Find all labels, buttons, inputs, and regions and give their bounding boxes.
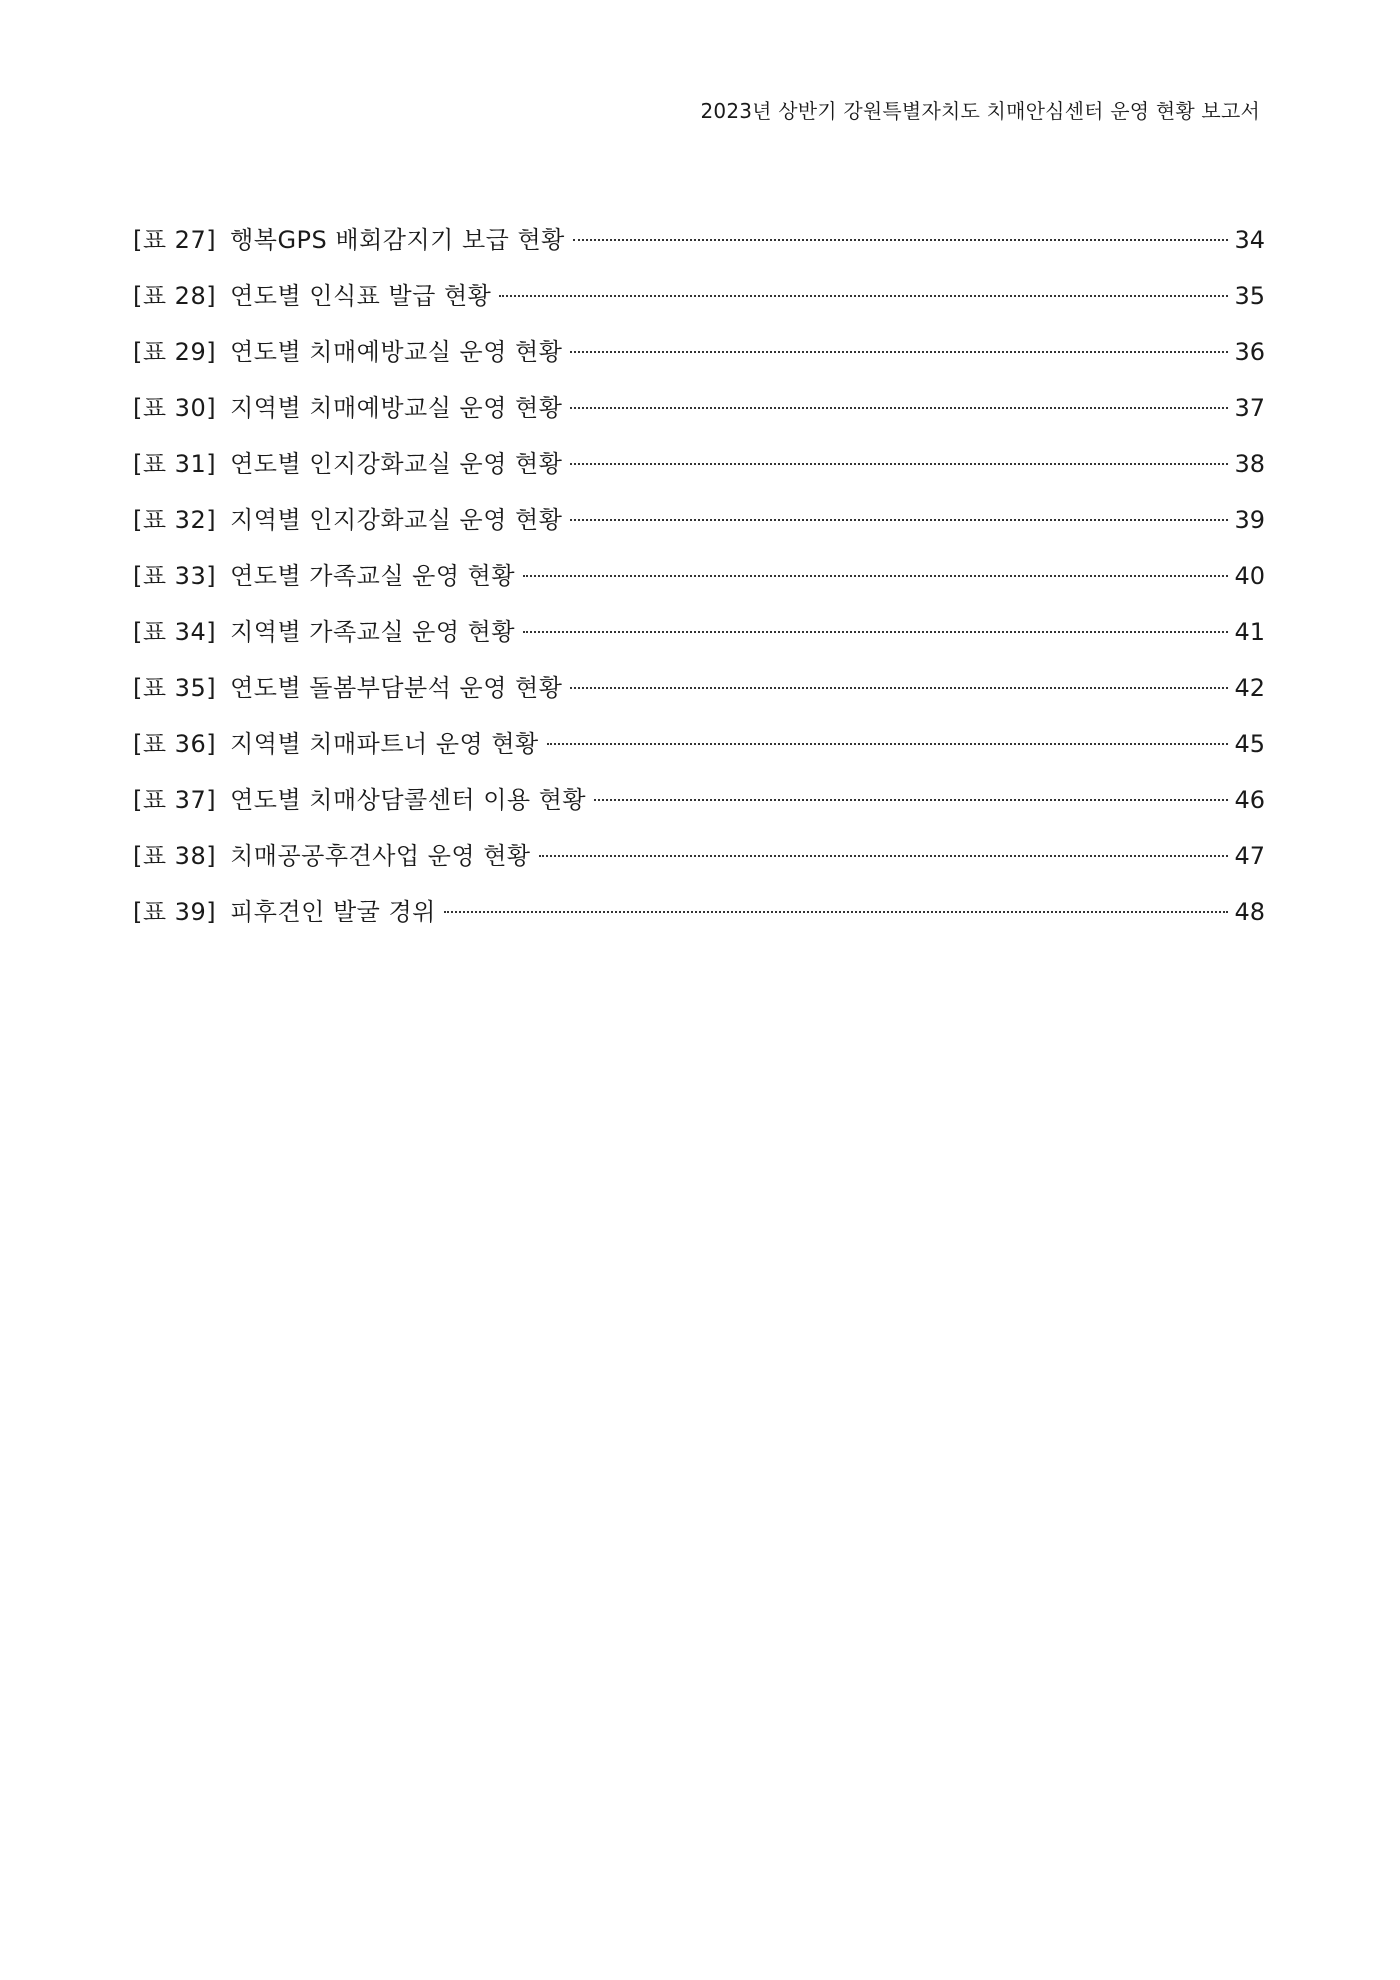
toc-entry-page: 39 bbox=[1234, 506, 1265, 534]
dot-leader bbox=[547, 743, 1229, 745]
toc-entry-title: 행복GPS 배회감지기 보급 현황 bbox=[230, 226, 565, 254]
dot-leader bbox=[523, 575, 1228, 577]
toc-entry[interactable] bbox=[133, 666, 1265, 722]
dot-leader bbox=[570, 463, 1228, 465]
dot-leader bbox=[444, 911, 1229, 913]
toc-entry[interactable] bbox=[133, 442, 1265, 498]
toc-entry-page: 47 bbox=[1234, 842, 1265, 870]
dot-leader bbox=[570, 351, 1228, 353]
toc-entry-label: [표 27] bbox=[133, 226, 217, 254]
toc-entry-page: 38 bbox=[1234, 450, 1265, 478]
toc-entry[interactable] bbox=[133, 890, 1265, 946]
toc-entry-label: [표 34] bbox=[133, 618, 217, 646]
toc-entry[interactable] bbox=[133, 218, 1265, 274]
toc-entry[interactable] bbox=[133, 330, 1265, 386]
toc-entry-title: 연도별 치매예방교실 운영 현황 bbox=[230, 338, 563, 366]
toc-entry-title: 지역별 인지강화교실 운영 현황 bbox=[230, 506, 563, 534]
toc-entry-page: 45 bbox=[1234, 730, 1265, 758]
toc-entry-page: 42 bbox=[1234, 674, 1265, 702]
dot-leader bbox=[539, 855, 1229, 857]
toc-entry-label: [표 33] bbox=[133, 562, 217, 590]
toc-entry-title: 연도별 인지강화교실 운영 현황 bbox=[230, 450, 563, 478]
toc-entry[interactable] bbox=[133, 610, 1265, 666]
toc-entry-page: 46 bbox=[1234, 786, 1265, 814]
dot-leader bbox=[523, 631, 1228, 633]
toc-entry-page: 34 bbox=[1234, 226, 1265, 254]
toc-entry-title: 연도별 돌봄부담분석 운영 현황 bbox=[230, 674, 563, 702]
toc-entry-title: 피후견인 발굴 경위 bbox=[230, 898, 436, 926]
toc-entry-label: [표 30] bbox=[133, 394, 217, 422]
toc-entry-title: 지역별 가족교실 운영 현황 bbox=[230, 618, 516, 646]
toc-entry[interactable] bbox=[133, 274, 1265, 330]
toc-entry-label: [표 29] bbox=[133, 338, 217, 366]
toc-entry-title: 지역별 치매예방교실 운영 현황 bbox=[230, 394, 563, 422]
toc-entry-label: [표 37] bbox=[133, 786, 217, 814]
dot-leader bbox=[573, 239, 1229, 241]
toc-entry-title: 지역별 치매파트너 운영 현황 bbox=[230, 730, 539, 758]
toc-entry-title: 연도별 인식표 발급 현황 bbox=[230, 282, 492, 310]
dot-leader bbox=[499, 295, 1228, 297]
dot-leader bbox=[570, 519, 1228, 521]
toc-entry-label: [표 35] bbox=[133, 674, 217, 702]
dot-leader bbox=[570, 687, 1228, 689]
dot-leader bbox=[570, 407, 1228, 409]
toc-entry-page: 35 bbox=[1234, 282, 1265, 310]
toc-entry-page: 41 bbox=[1234, 618, 1265, 646]
toc-entry[interactable] bbox=[133, 834, 1265, 890]
toc-entry-label: [표 28] bbox=[133, 282, 217, 310]
toc-entry[interactable] bbox=[133, 498, 1265, 554]
toc-entry-title: 연도별 치매상담콜센터 이용 현황 bbox=[230, 786, 587, 814]
page-header: 2023년 상반기 강원특별자치도 치매안심센터 운영 현황 보고서 bbox=[700, 99, 1260, 123]
toc-entry-page: 36 bbox=[1234, 338, 1265, 366]
toc-entry-label: [표 39] bbox=[133, 898, 217, 926]
dot-leader bbox=[594, 799, 1228, 801]
toc-entry[interactable] bbox=[133, 778, 1265, 834]
toc-entry-title: 연도별 가족교실 운영 현황 bbox=[230, 562, 516, 590]
table-of-contents bbox=[133, 218, 1265, 946]
toc-entry[interactable] bbox=[133, 554, 1265, 610]
toc-entry-page: 37 bbox=[1234, 394, 1265, 422]
toc-entry-page: 40 bbox=[1234, 562, 1265, 590]
toc-entry-label: [표 38] bbox=[133, 842, 217, 870]
toc-entry[interactable] bbox=[133, 386, 1265, 442]
toc-entry-label: [표 32] bbox=[133, 506, 217, 534]
toc-entry-title: 치매공공후견사업 운영 현황 bbox=[230, 842, 531, 870]
toc-entry[interactable] bbox=[133, 722, 1265, 778]
toc-entry-label: [표 36] bbox=[133, 730, 217, 758]
toc-entry-label: [표 31] bbox=[133, 450, 217, 478]
toc-entry-page: 48 bbox=[1234, 898, 1265, 926]
